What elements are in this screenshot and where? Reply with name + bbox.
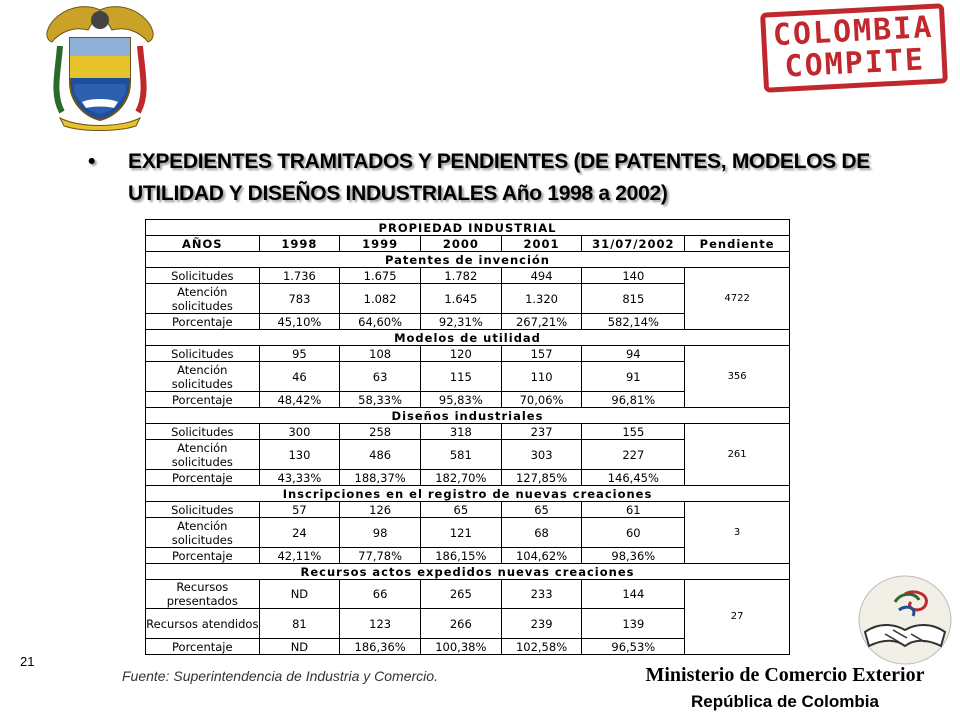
republic-name: República de Colombia xyxy=(691,692,879,711)
table-cell: 266 xyxy=(420,609,501,639)
table-cell: 140 xyxy=(582,268,685,284)
table-cell: 81 xyxy=(259,609,340,639)
table-cell: 61 xyxy=(582,502,685,518)
table-cell: 126 xyxy=(340,502,421,518)
table-cell: 98 xyxy=(340,518,421,548)
table-cell: 102,58% xyxy=(501,639,582,655)
table-cell: 121 xyxy=(420,518,501,548)
table-cell: 127,85% xyxy=(501,470,582,486)
table-cell: 239 xyxy=(501,609,582,639)
pending-cell: 27 xyxy=(685,580,790,655)
table-cell: 46 xyxy=(259,362,340,392)
row-label: Porcentaje xyxy=(146,314,260,330)
table-cell: 233 xyxy=(501,580,582,609)
table-cell: 186,36% xyxy=(340,639,421,655)
table-cell: 96,53% xyxy=(582,639,685,655)
table-cell: 303 xyxy=(501,440,582,470)
table-cell: 92,31% xyxy=(420,314,501,330)
stamp-line-2: COMPITE xyxy=(783,42,926,85)
section-title: Modelos de utilidad xyxy=(146,330,790,346)
section-title: Inscripciones en el registro de nuevas creaciones xyxy=(146,486,790,502)
row-label: Recursos atendidos xyxy=(146,609,260,639)
table-cell: 43,33% xyxy=(259,470,340,486)
table-cell: 258 xyxy=(340,424,421,440)
table-cell: 96,81% xyxy=(582,392,685,408)
table-cell: 64,60% xyxy=(340,314,421,330)
column-header: 2001 xyxy=(501,236,582,252)
row-label: Porcentaje xyxy=(146,470,260,486)
table-cell: 267,21% xyxy=(501,314,582,330)
propiedad-industrial-table xyxy=(145,219,790,655)
table-cell: 108 xyxy=(340,346,421,362)
row-label: Solicitudes xyxy=(146,268,260,284)
pending-cell: 261 xyxy=(685,424,790,486)
row-label: Atención solicitudes xyxy=(146,440,260,470)
table-cell: ND xyxy=(259,639,340,655)
table-cell: 123 xyxy=(340,609,421,639)
column-header: 31/07/2002 xyxy=(582,236,685,252)
section-header-row xyxy=(146,330,790,346)
row-label: Atención solicitudes xyxy=(146,518,260,548)
table-row xyxy=(146,424,790,440)
table-cell: 91 xyxy=(582,362,685,392)
table-cell: 186,15% xyxy=(420,548,501,564)
table-cell: 318 xyxy=(420,424,501,440)
table-cell: 157 xyxy=(501,346,582,362)
row-label: Recursos presentados xyxy=(146,580,260,609)
row-label: Atención solicitudes xyxy=(146,362,260,392)
row-label: Solicitudes xyxy=(146,346,260,362)
table-cell: 1.675 xyxy=(340,268,421,284)
table-cell: 146,45% xyxy=(582,470,685,486)
table-body xyxy=(146,252,790,655)
table-cell: 494 xyxy=(501,268,582,284)
table-cell: 66 xyxy=(340,580,421,609)
table-cell: 48,42% xyxy=(259,392,340,408)
table-title-row xyxy=(146,220,790,236)
table-cell: 115 xyxy=(420,362,501,392)
column-header: Pendiente xyxy=(685,236,790,252)
table-cell: 42,11% xyxy=(259,548,340,564)
row-label: Solicitudes xyxy=(146,424,260,440)
table-cell: 68 xyxy=(501,518,582,548)
table-row xyxy=(146,268,790,284)
table-cell: 155 xyxy=(582,424,685,440)
table-cell: 1.645 xyxy=(420,284,501,314)
table-cell: 98,36% xyxy=(582,548,685,564)
table-cell: 188,37% xyxy=(340,470,421,486)
table-cell: 144 xyxy=(582,580,685,609)
table-cell: 237 xyxy=(501,424,582,440)
table-header-row xyxy=(146,236,790,252)
stamp-line-1: COLOMBIA xyxy=(772,9,935,54)
section-title: Diseños industriales xyxy=(146,408,790,424)
column-header: AÑOS xyxy=(146,236,260,252)
table-cell: 57 xyxy=(259,502,340,518)
stamp-border xyxy=(760,3,948,93)
table-cell: 783 xyxy=(259,284,340,314)
table-cell: 300 xyxy=(259,424,340,440)
table-cell: 1.320 xyxy=(501,284,582,314)
handshake-logo xyxy=(855,574,955,666)
table-cell: 24 xyxy=(259,518,340,548)
table-cell: 130 xyxy=(259,440,340,470)
column-header: 1999 xyxy=(340,236,421,252)
table-cell: 182,70% xyxy=(420,470,501,486)
page-number: 21 xyxy=(20,654,35,669)
pending-cell: 356 xyxy=(685,346,790,408)
pending-cell: 4722 xyxy=(685,268,790,330)
table-title: PROPIEDAD INDUSTRIAL xyxy=(146,220,790,236)
table-cell: 65 xyxy=(420,502,501,518)
table-cell: 45,10% xyxy=(259,314,340,330)
table-row xyxy=(146,580,790,609)
section-title: Recursos actos expedidos nuevas creaciones xyxy=(146,564,790,580)
table-cell: ND xyxy=(259,580,340,609)
table-cell: 120 xyxy=(420,346,501,362)
table-cell: 104,62% xyxy=(501,548,582,564)
table-cell: 58,33% xyxy=(340,392,421,408)
row-label: Solicitudes xyxy=(146,502,260,518)
table-cell: 77,78% xyxy=(340,548,421,564)
source-note: Fuente: Superintendencia de Industria y Comercio. xyxy=(122,668,438,684)
slide-headline xyxy=(88,146,928,210)
table-cell: 100,38% xyxy=(420,639,501,655)
section-header-row xyxy=(146,408,790,424)
table-row xyxy=(146,346,790,362)
table-cell: 486 xyxy=(340,440,421,470)
table-cell: 1.736 xyxy=(259,268,340,284)
table-cell: 94 xyxy=(582,346,685,362)
table-row xyxy=(146,502,790,518)
section-header-row xyxy=(146,564,790,580)
table-cell: 1.082 xyxy=(340,284,421,314)
table-cell: 110 xyxy=(501,362,582,392)
table-cell: 581 xyxy=(420,440,501,470)
column-header: 1998 xyxy=(259,236,340,252)
pending-cell: 3 xyxy=(685,502,790,564)
table-cell: 815 xyxy=(582,284,685,314)
colombia-compite-stamp-logo xyxy=(756,2,952,94)
section-header-row xyxy=(146,252,790,268)
table-cell: 1.782 xyxy=(420,268,501,284)
coat-of-arms-logo xyxy=(30,2,170,134)
row-label: Porcentaje xyxy=(146,639,260,655)
section-title: Patentes de invención xyxy=(146,252,790,268)
table-cell: 582,14% xyxy=(582,314,685,330)
table-cell: 227 xyxy=(582,440,685,470)
table-cell: 60 xyxy=(582,518,685,548)
row-label: Porcentaje xyxy=(146,548,260,564)
table-cell: 95 xyxy=(259,346,340,362)
bullet-icon: • xyxy=(88,150,96,173)
section-header-row xyxy=(146,486,790,502)
row-label: Porcentaje xyxy=(146,392,260,408)
table-cell: 65 xyxy=(501,502,582,518)
table-cell: 63 xyxy=(340,362,421,392)
table-cell: 139 xyxy=(582,609,685,639)
table-cell: 265 xyxy=(420,580,501,609)
table-cell: 95,83% xyxy=(420,392,501,408)
ministry-name: Ministerio de Comercio Exterior xyxy=(645,664,925,686)
headline-text: EXPEDIENTES TRAMITADOS Y PENDIENTES (DE PATENTES, MODELOS DE UTILIDAD Y DISEÑOS INDUSTRIALES Año 1998 a 2002) xyxy=(128,150,870,205)
table-cell: 70,06% xyxy=(501,392,582,408)
row-label: Atención solicitudes xyxy=(146,284,260,314)
column-header: 2000 xyxy=(420,236,501,252)
